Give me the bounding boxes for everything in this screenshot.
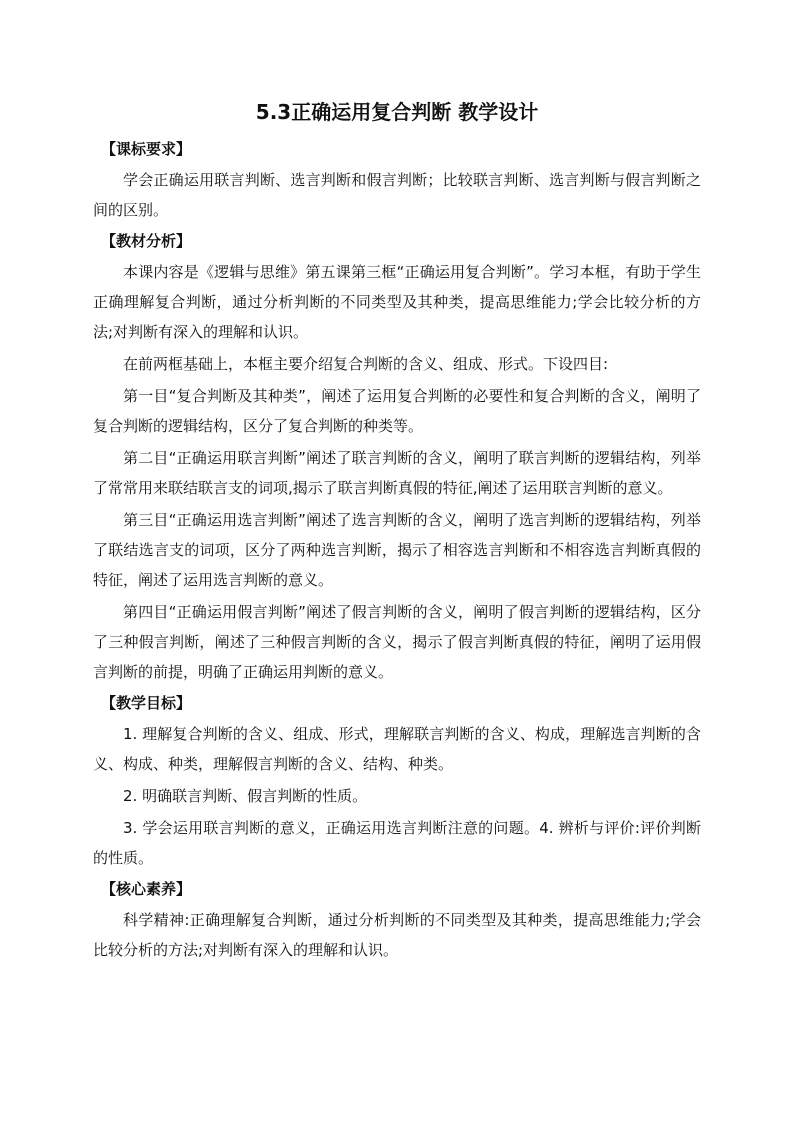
paragraph: 科学精神:正确理解复合判断，通过分析判断的不同类型及其种类，提高思维能力;学会比较分析的方法;对判断有深入的理解和认识。 [93, 911, 701, 959]
section-curriculum-requirements [93, 135, 701, 225]
section-core-literacy [93, 875, 701, 965]
section-textbook-analysis [93, 227, 701, 687]
paragraph: 本课内容是《逻辑与思维》第五课第三框“正确运用复合判断”。学习本框，有助于学生正确理解复合判断，通过分析判断的不同类型及其种类，提高思维能力;学会比较分析的方法;对判断有深入的理解和认识。 [93, 263, 701, 341]
paragraph: 1. 理解复合判断的含义、组成、形式，理解联言判断的含义、构成，理解选言判断的含义、构成、种类，理解假言判断的含义、结构、种类。 [93, 725, 701, 773]
paragraph: 第四目“正确运用假言判断”阐述了假言判断的含义，阐明了假言判断的逻辑结构，区分了三种假言判断，阐述了三种假言判断的含义，揭示了假言判断真假的特征，阐明了运用假言判断的前提，明确了正确运用判断的意义。 [93, 603, 701, 681]
section-heading: 【教材分析】 [101, 232, 192, 250]
document-title: 5.3正确运用复合判断 教学设计 [255, 100, 539, 124]
paragraph: 2. 明确联言判断、假言判断的性质。 [123, 787, 368, 805]
paragraph: 第三目“正确运用选言判断”阐述了选言判断的含义，阐明了选言判断的逻辑结构，列举了联结选言支的词项，区分了两种选言判断，揭示了相容选言判断和不相容选言判断真假的特征，阐述了运用选言判断的意义。 [93, 511, 701, 589]
paragraph: 在前两框基础上，本框主要介绍复合判断的含义、组成、形式。下设四目: [123, 355, 609, 373]
document-body [93, 97, 701, 967]
section-heading: 【核心素养】 [101, 880, 192, 898]
paragraph: 第一目“复合判断及其种类”，阐述了运用复合判断的必要性和复合判断的含义，阐明了复合判断的逻辑结构，区分了复合判断的种类等。 [93, 387, 701, 435]
paragraph: 学会正确运用联言判断、选言判断和假言判断；比较联言判断、选言判断与假言判断之间的区别。 [93, 171, 701, 219]
section-heading: 【教学目标】 [101, 694, 192, 712]
section-heading: 【课标要求】 [101, 140, 192, 158]
section-teaching-objectives [93, 689, 701, 873]
paragraph: 第二目“正确运用联言判断”阐述了联言判断的含义，阐明了联言判断的逻辑结构，列举了常常用来联结联言支的词项,揭示了联言判断真假的特征,阐述了运用联言判断的意义。 [93, 449, 701, 497]
paragraph: 3. 学会运用联言判断的意义，正确运用选言判断注意的问题。4. 辨析与评价:评价判断的性质。 [93, 819, 701, 867]
